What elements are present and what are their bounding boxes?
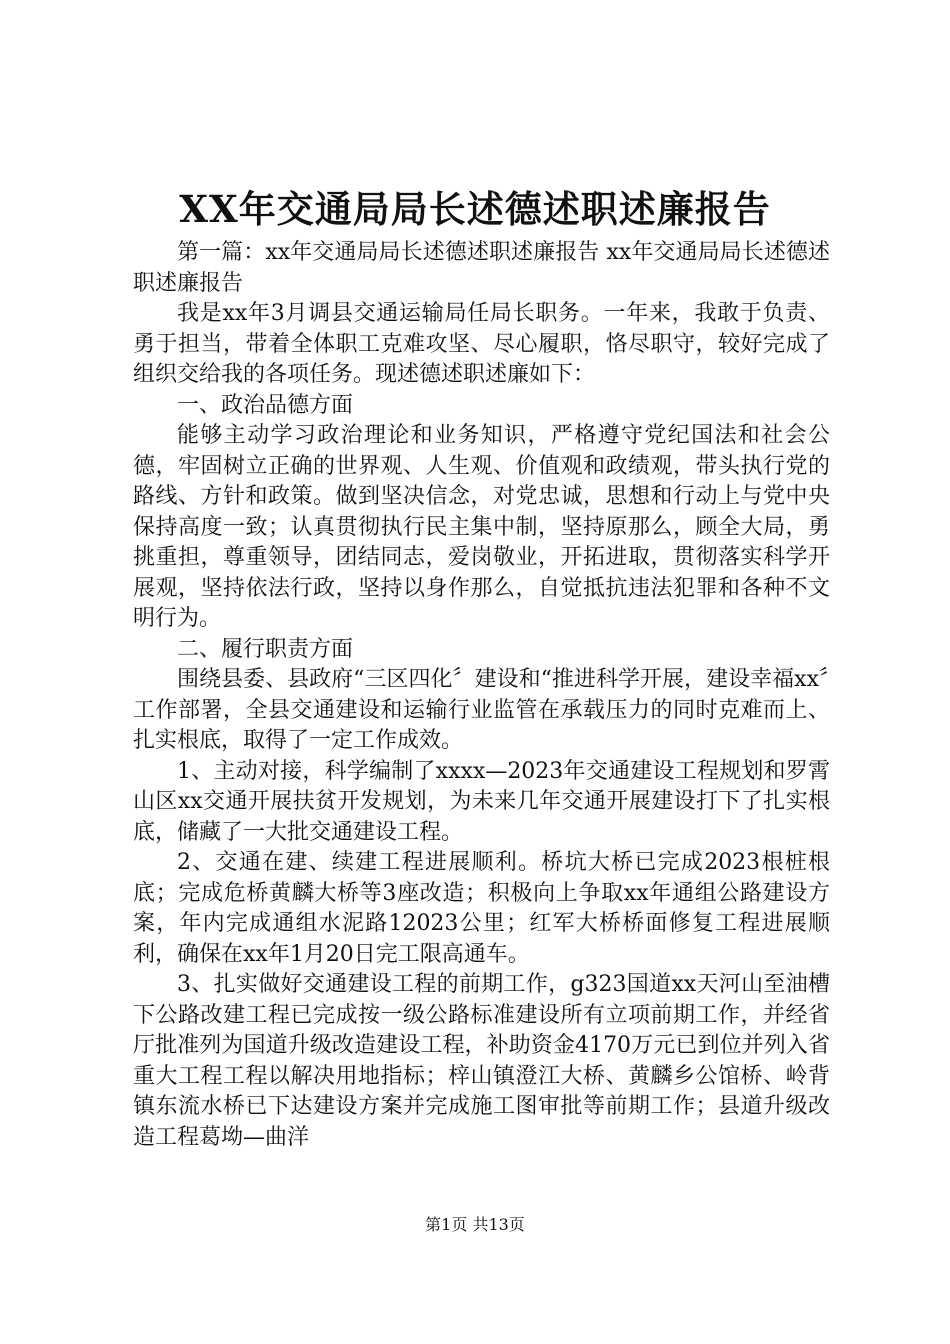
- paragraph-item-2: 2、交通在建、续建工程进展顺利。桥坑大桥已完成2023根桩根底；完成危桥黄麟大桥等3座改造；积极向上争取xx年通组公路建设方案，年内完成通组水泥路12023公里；红军大桥桥面修复工程进展顺利，确保在xx年1月20日完工限高通车。: [133, 850, 830, 967]
- section-heading-political: 一、政治品德方面: [177, 392, 354, 418]
- page-number: 第1页 共13页: [425, 1215, 525, 1234]
- paragraph-opening: 我是xx年3月调县交通运输局任局长职务。一年来，我敢于负责、勇于担当，带着全体职工克难攻坚、尽心履职，恪尽职守，较好完成了组织交给我的各项任务。现述德述职述廉如下：: [133, 301, 830, 387]
- paragraph-item-1: 1、主动对接，科学编制了xxxx—2023年交通建设工程规划和罗霄山区xx交通开展扶贫开发规划，为未来几年交通开展建设打下了扎实根底，储藏了一大批交通建设工程。: [133, 758, 830, 845]
- document-body: [133, 238, 830, 1153]
- paragraph-item-3: 3、扎实做好交通建设工程的前期工作，g323国道xx天河山至油槽下公路改建工程已完成按一级公路标准建设所有立项前期工作，并经省厅批准列为国道升级改造建设工程，补助资金4170万元已到位并列入省重大工程工程以解决用地指标；梓山镇澄江大桥、黄麟乡公馆桥、岭背镇东流水桥已下达建设方案并完成施工图审批等前期工作；县道升级改造工程葛坳—曲洋: [133, 972, 830, 1150]
- paragraph-intro: 第一篇：xx年交通局局长述德述职述廉报告 xx年交通局局长述德述职述廉报告: [133, 240, 830, 296]
- section-heading-duties: 二、履行职责方面: [177, 636, 354, 662]
- paragraph-duties: 围绕县委、县政府“三区四化〞建设和“推进科学开展，建设幸福xx〞工作部署，全县交通建设和运输行业监管在承载压力的同时克难而上、扎实根底，取得了一定工作成效。: [133, 667, 830, 753]
- document-title: XX年交通局局长述德述职述廉报告: [179, 187, 771, 231]
- paragraph-political: 能够主动学习政治理论和业务知识，严格遵守党纪国法和社会公德，牢固树立正确的世界观、人生观、价值观和政绩观，带头执行党的路线、方针和政策。做到坚决信念，对党忠诚，思想和行动上与党中央保持高度一致；认真贯彻执行民主集中制，坚持原那么，顾全大局，勇挑重担，尊重领导，团结同志，爱岗敬业，开拓进取，贯彻落实科学开展观，坚持依法行政，坚持以身作那么，自觉抵抗违法犯罪和各种不文明行为。: [133, 423, 830, 631]
